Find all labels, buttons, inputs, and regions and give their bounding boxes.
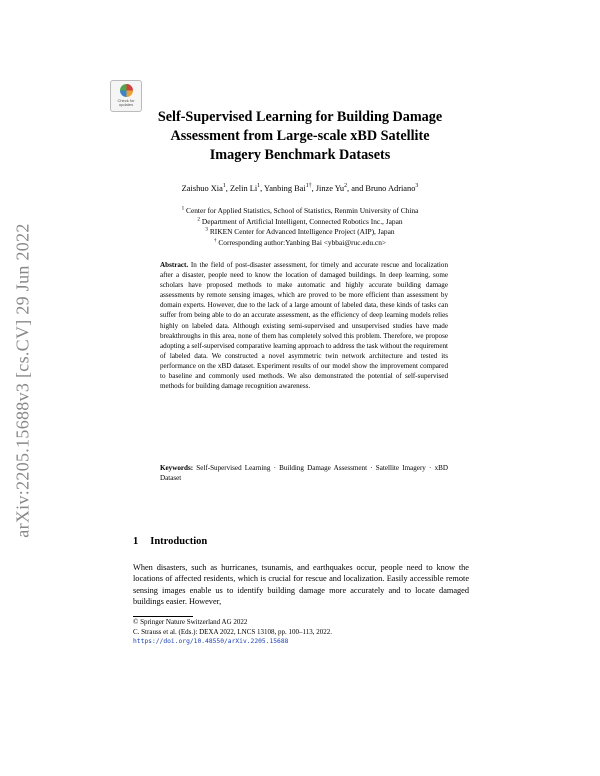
- author-mark: 2: [344, 183, 348, 190]
- title-line: Assessment from Large-scale xBD Satellite: [170, 128, 430, 144]
- author-separator: ,: [260, 184, 264, 193]
- author-list: [130, 184, 470, 193]
- author-name: Zelin Li: [229, 184, 258, 193]
- footnote: [133, 618, 469, 647]
- keywords: [160, 463, 448, 483]
- doi-link[interactable]: https://doi.org/10.48550/arXiv.2205.15688: [133, 638, 289, 646]
- author-name: Jinze Yu: [315, 184, 345, 193]
- copyright-line: © Springer Nature Switzerland AG 2022: [133, 618, 248, 626]
- paper-title: [130, 108, 470, 165]
- author-mark: 1: [222, 183, 226, 190]
- affiliation-mark: 1: [181, 205, 185, 212]
- author-separator: , and: [347, 184, 366, 193]
- arxiv-identifier-text: arXiv:2205.15688v3 [cs.CV] 29 Jun 2022: [12, 222, 33, 538]
- section-title: Introduction: [150, 536, 208, 547]
- abstract-text: In the field of post-disaster assessment, for timely and accurate rescue and localization after a disaster, people need to know the location of damaged buildings. In deep learning, some scholars have proposed methods to make automatic and highly accurate building damage assessments by remote sensing images, which are proved to be more efficient than assessment by domain experts. However, due to the lack of a large amount of labeled data, these kinds of tasks can suffer from being able to do an accurate assessment, as the efficiency of deep learning models relies highly on labeled data. Although existing semi-supervised and unsupervised studies have made breakthroughs in this area, none of them has completely solved this problem. Therefore, we propose adopting a self-supervised comparative learning approach to address the task without the requirement of labeled data. We constructed a novel asymmetric twin network architecture and tested its performance on the xBD dataset. Experiment results of our model show the improvement compared to baseline and commonly used methods. We also demonstrated the potential of self-supervised methods for building damage recognition awareness.: [160, 261, 448, 391]
- author-mark: 1†: [305, 183, 312, 190]
- affiliation: [130, 227, 470, 238]
- author-mark: 3: [415, 183, 419, 190]
- author-separator: ,: [225, 184, 230, 193]
- title-line: Self-Supervised Learning for Building Damage: [157, 109, 443, 125]
- title-line: Imagery Benchmark Datasets: [209, 147, 391, 163]
- intro-paragraph: When disasters, such as hurricanes, tsunamis, and earthquakes occur, people need to know the locations of affected residents, which is crucial for rescue and localization. Easily accessible remote sensing images enable us to identify building damage more accurately and to locate damaged buildings easier. However,: [133, 563, 469, 607]
- author-name: Zaishuo Xia: [181, 184, 223, 193]
- affiliation-mark: †: [213, 237, 217, 244]
- author-mark: 1: [257, 183, 261, 190]
- author-separator: ,: [311, 184, 316, 193]
- badge-line-2: updates: [118, 102, 134, 108]
- affiliation-mark: 3: [205, 226, 208, 233]
- keywords-text: Self-Supervised Learning · Building Damage Assessment · Satellite Imagery · xBD Dataset: [160, 464, 448, 483]
- author-name: Yanbing Bai: [264, 184, 306, 193]
- footnote-divider: [133, 616, 193, 617]
- affiliation: [130, 217, 470, 228]
- arxiv-identifier-stamp[interactable]: [8, 210, 38, 550]
- affiliation-text: RIKEN Center for Advanced Intelligence Project (AIP), Japan: [209, 227, 395, 236]
- abstract: [160, 260, 448, 391]
- crossmark-icon: [120, 84, 133, 97]
- citation-line: C. Strauss et al. (Eds.): DEXA 2022, LNCS 13108, pp. 100–113, 2022.: [133, 627, 333, 636]
- affiliation-text: Department of Artificial Intelligent, Connected Robotics Inc., Japan: [201, 216, 403, 226]
- affiliation-text: Center for Applied Statistics, School of Statistics, Renmin University of China: [186, 206, 419, 215]
- badge-line-1: Check for: [117, 98, 135, 103]
- author-name: Bruno Adriano: [365, 184, 416, 193]
- affiliation: [130, 238, 470, 249]
- abstract-label: Abstract.: [160, 261, 189, 269]
- affiliation-text: Corresponding author:Yanbing Bai <ybbai@ruc.edu.cn>: [218, 237, 387, 247]
- affiliation: [130, 206, 470, 217]
- affiliation-mark: 2: [197, 216, 200, 223]
- section-number: 1: [133, 536, 139, 547]
- affiliations: [130, 206, 470, 248]
- keywords-label: Keywords:: [160, 464, 194, 472]
- section-heading: [133, 536, 207, 547]
